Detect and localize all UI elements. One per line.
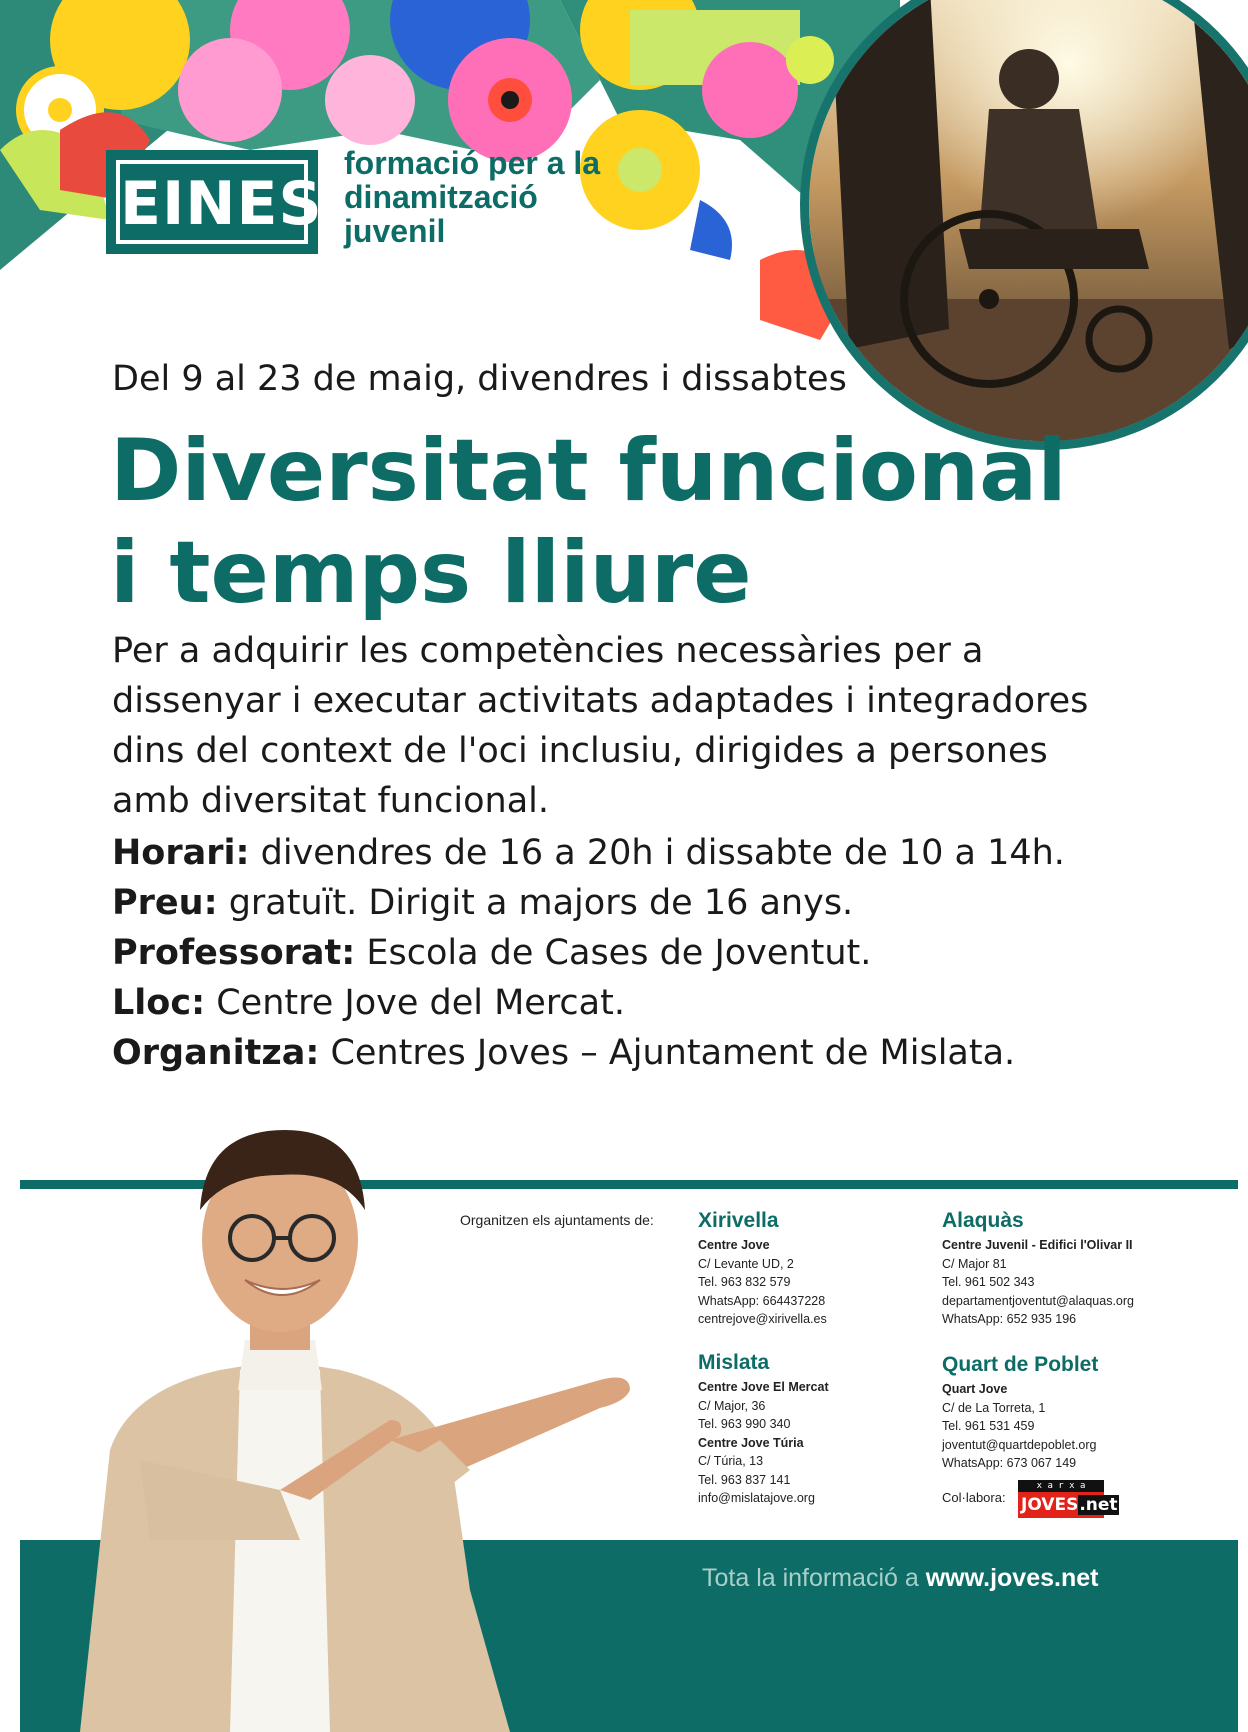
contact-quart: [942, 1352, 1098, 1473]
detail-label: Lloc:: [112, 983, 206, 1023]
address-line: C/ de La Torreta, 1: [942, 1400, 1046, 1415]
info-url-link[interactable]: www.joves.net: [925, 1564, 1099, 1592]
address-line: C/ Major, 36: [698, 1398, 766, 1413]
email-link[interactable]: centrejove@xirivella.es: [698, 1312, 827, 1326]
centre-name: Quart Jove: [942, 1382, 1008, 1396]
address-line: C/ Levante UD, 2: [698, 1256, 794, 1271]
detail-label: Horari:: [112, 833, 250, 873]
phone-line: Tel. 963 832 579: [698, 1275, 791, 1289]
phone-line: Tel. 963 990 340: [698, 1417, 791, 1431]
phone-line: Tel. 961 502 343: [942, 1275, 1035, 1289]
detail-value: gratuït. Dirigit a majors de 16 anys.: [217, 883, 854, 923]
detail-label: Preu:: [112, 883, 218, 923]
centre-name: Centre Jove Túria: [698, 1435, 804, 1450]
page-title: Diversitat funcional i temps lliure: [110, 421, 1067, 623]
whatsapp-line: WhatsApp: 664437228: [698, 1293, 826, 1308]
email-link[interactable]: departamentjoventut@alaquas.org: [942, 1293, 1134, 1308]
eines-logo-text: EINES: [120, 169, 323, 239]
logo-joves-main: JOVES: [1021, 1495, 1079, 1515]
detail-label: Professorat:: [112, 933, 356, 973]
email-link[interactable]: info@mislatajove.org: [698, 1491, 815, 1505]
town-name: Quart de Poblet: [942, 1353, 1099, 1376]
detail-label: Organitza:: [112, 1033, 320, 1073]
details-list: [112, 828, 1132, 1078]
whatsapp-line: WhatsApp: 673 067 149: [942, 1456, 1077, 1470]
address-line: C/ Túria, 13: [698, 1454, 764, 1468]
detail-lloc: [112, 978, 1132, 1028]
phone-line: Tel. 961 531 459: [942, 1419, 1035, 1433]
detail-value: Escola de Cases de Joventut.: [355, 933, 872, 973]
email-link[interactable]: joventut@quartdepoblet.org: [942, 1437, 1097, 1452]
date-line: Del 9 al 23 de maig, divendres i dissabtes: [112, 359, 847, 399]
centre-name: Centre Jove El Mercat: [698, 1380, 829, 1394]
wheelchair-photo: [800, 0, 1248, 450]
logo-joves-text: [1018, 1492, 1118, 1518]
organitzen-label: Organitzen els ajuntaments de:: [460, 1212, 654, 1228]
detail-value: divendres de 16 a 20h i dissabte de 10 a 14h.: [249, 833, 1065, 873]
centre-name: Centre Juvenil - Edifici l'Olivar II: [942, 1238, 1133, 1252]
phone-line: Tel. 963 837 141: [698, 1472, 791, 1487]
info-prefix: Tota la informació a: [702, 1564, 926, 1592]
tagline: formació per a la dinamització juvenil: [344, 145, 601, 249]
logo-xarxa-text: x a r x a: [1018, 1480, 1104, 1492]
detail-organitza: [112, 1028, 1132, 1078]
whatsapp-line: WhatsApp: 652 935 196: [942, 1312, 1077, 1326]
detail-preu: [112, 878, 1132, 928]
contact-alaquas: [942, 1208, 1134, 1329]
intro-paragraph: Per a adquirir les competències necessàries per a dissenyar i executar activitats adaptades i integradores dins del context de l'oci inclusiu, dirigides a persones amb diversitat funcional.: [112, 631, 1089, 821]
detail-value: Centre Jove del Mercat.: [205, 983, 625, 1023]
town-name: Mislata: [698, 1351, 770, 1374]
eines-logo: [106, 150, 323, 254]
detail-professorat: [112, 928, 1132, 978]
detail-value: Centres Joves – Ajuntament de Mislata.: [319, 1033, 1016, 1073]
collabora-label: Col·labora:: [942, 1490, 1006, 1505]
detail-horari: [112, 828, 1132, 878]
xarxa-joves-logo[interactable]: [1018, 1480, 1118, 1518]
contact-xirivella: [698, 1208, 827, 1329]
town-name: Alaquàs: [942, 1209, 1024, 1232]
contact-mislata: [698, 1350, 829, 1508]
address-line: C/ Major 81: [942, 1256, 1007, 1271]
logo-net-suffix: .net: [1079, 1495, 1118, 1515]
centre-name: Centre Jove: [698, 1238, 770, 1252]
town-name: Xirivella: [698, 1209, 779, 1232]
info-line: [702, 1564, 1098, 1593]
